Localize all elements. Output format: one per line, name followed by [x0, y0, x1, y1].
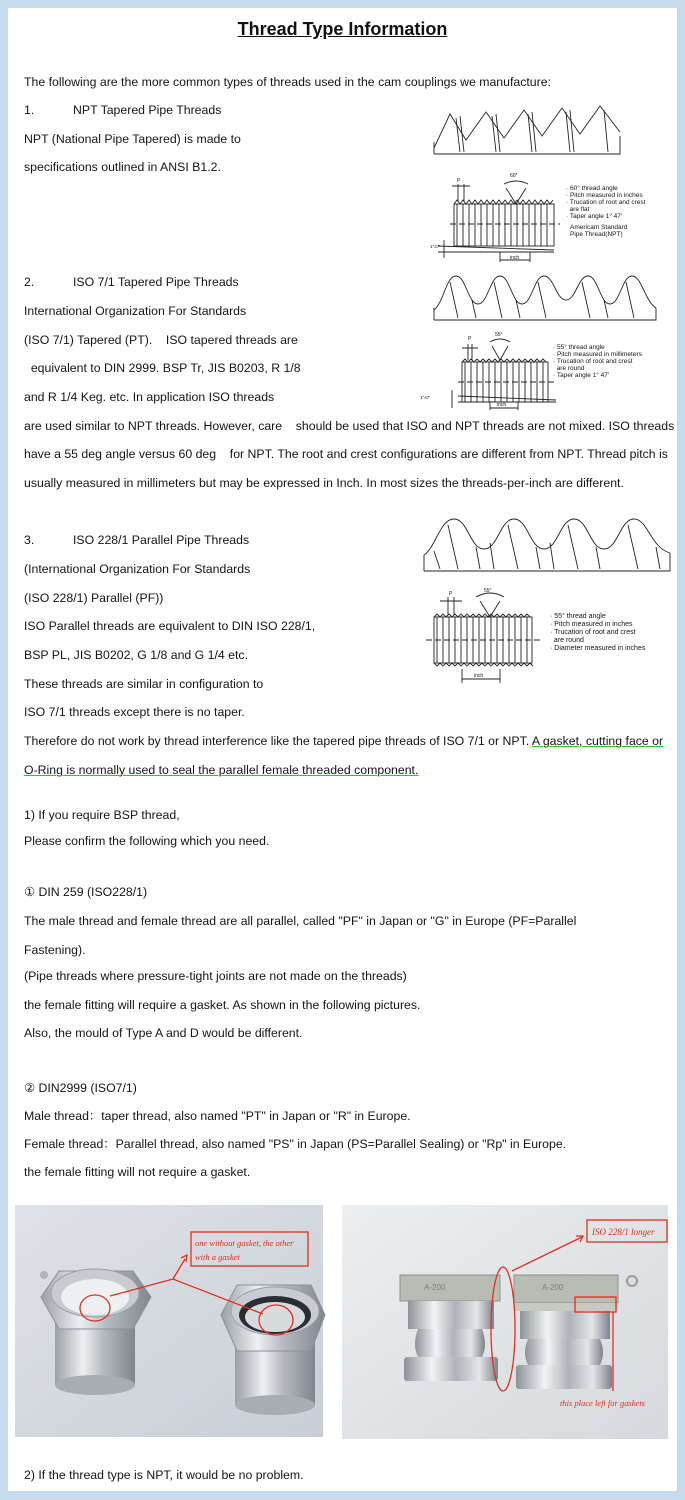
thread-length-comparison-photo: [342, 1205, 668, 1439]
photo2-annotation-bottom: this place left for gaskets: [560, 1398, 645, 1408]
inch-label: inch: [510, 255, 520, 261]
section3-heading: 3. ISO 228/1 Parallel Pipe Threads: [24, 533, 250, 547]
section1-line: NPT (National Pipe Tapered) is made to: [24, 132, 241, 146]
section2-heading: 2. ISO 7/1 Tapered Pipe Threads: [24, 275, 239, 289]
din259-line: (Pipe threads where pressure-tight joints are not made on the threads): [24, 969, 407, 983]
section2-line: (ISO 7/1) Tapered (PT). ISO tapered threads are: [24, 333, 298, 347]
din259-line: The male thread and female thread are all parallel, called "PF" in Japan or "G" in Europe (PF=Parallel: [24, 914, 577, 928]
iso2281-thread-diagram: [418, 513, 673, 683]
bsp-line: 1) If you require BSP thread,: [24, 808, 180, 822]
npt-note: 2) If the thread type is NPT, it would be no problem.: [24, 1468, 304, 1482]
iso71-thread-diagram-detail: [420, 272, 660, 412]
iso2281-notes: · 55° thread angle · Pitch measured in inches · Trucation of root and crest are round · Diameter measured in inches: [550, 613, 646, 652]
section3-line: BSP PL, JIS B0202, G 1/8 and G 1/4 etc.: [24, 648, 248, 662]
section2-line: usually measured in millimeters but may be expressed in Inch. In most sizes the threads-per-inch are different.: [24, 476, 624, 490]
section1-heading: 1. NPT Tapered Pipe Threads: [24, 103, 222, 117]
section3-line: ISO 7/1 threads except there is no taper.: [24, 705, 245, 719]
taper-label: 1°47': [420, 395, 431, 400]
section2-line: International Organization For Standards: [24, 304, 247, 318]
bsp-line: Please confirm the following which you need.: [24, 834, 270, 848]
angle-label: 55°: [484, 588, 492, 594]
din2999-line: the female fitting will not require a gasket.: [24, 1165, 251, 1179]
intro-text: The following are the more common types of threads used in the cam couplings we manufacture:: [24, 75, 551, 89]
pitch-label: P: [468, 336, 472, 342]
section1-line: specifications outlined in ANSI B1.2.: [24, 160, 221, 174]
section2-line: are used similar to NPT threads. However, care should be used that ISO and NPT threads are not mixed. ISO threads: [24, 419, 675, 433]
section2-line: and R 1/4 Keg. etc. In application ISO threads: [24, 390, 275, 404]
din259-heading: ① DIN 259 (ISO228/1): [24, 885, 148, 899]
section3-line: ISO Parallel threads are equivalent to DIN ISO 228/1,: [24, 619, 316, 633]
inch-label: inch: [474, 673, 484, 679]
section2-line: equivalent to DIN 2999. BSP Tr, JIS B0203, R 1/8: [24, 361, 301, 375]
din2999-line: Male thread：taper thread, also named "PT" in Japan or "R" in Europe.: [24, 1109, 411, 1123]
photo1-annotation: one without gasket, the other with a gasket: [195, 1238, 294, 1262]
din2999-line: Female thread：Parallel thread, also named "PS" in Japan (PS=Parallel Sealing) or "Rp" in Europe.: [24, 1137, 567, 1151]
din2999-heading: ② DIN2999 (ISO7/1): [24, 1081, 137, 1095]
iso71-notes: · 55° thread angle · Pitch measured in millimeters · Trucation of root and crest are round · Taper angle 1° 47': [553, 344, 642, 379]
pitch-label: P: [457, 178, 461, 184]
section3-oring: O-Ring is normally used to seal the parallel female threaded component.: [24, 763, 419, 777]
din259-line: Fastening).: [24, 943, 86, 957]
section3-line: (International Organization For Standards: [24, 562, 251, 576]
page-title: Thread Type Information: [237, 19, 448, 39]
section2-line: have a 55 deg angle versus 60 deg for NPT. The root and crest configurations are different from NPT. Thread pitch is: [24, 447, 668, 461]
angle-label: 55°: [495, 332, 503, 338]
section3-line: (ISO 228/1) Parallel (PF)): [24, 591, 164, 605]
section3-therefore: Therefore do not work by thread interference like the tapered pipe threads of ISO 7/1 or NPT. A gasket, cutting face or: [24, 734, 664, 748]
taper-label: 1°47': [430, 244, 441, 249]
din259-line: Also, the mould of Type A and D would be different.: [24, 1026, 303, 1040]
angle-label: 60°: [510, 173, 518, 179]
npt-notes: · 60° thread angle · Pitch measured in inches · Trucation of root and crest are flat · Taper angle 1° 47' Americam Standard Pipe Thread(NPT): [566, 185, 646, 238]
gasket-comparison-photo: [15, 1205, 323, 1437]
pitch-label: P: [449, 591, 453, 597]
stamp-right: A-200: [542, 1283, 564, 1292]
document-page: [8, 8, 677, 1491]
section3-line: These threads are similar in configuration to: [24, 677, 264, 691]
photo2-annotation-top: ISO 228/1 longer: [592, 1227, 655, 1237]
stamp-left: A-200: [424, 1283, 446, 1292]
inch-label: inch: [497, 402, 507, 408]
din259-line: the female fitting will require a gasket. As shown in the following pictures.: [24, 998, 421, 1012]
